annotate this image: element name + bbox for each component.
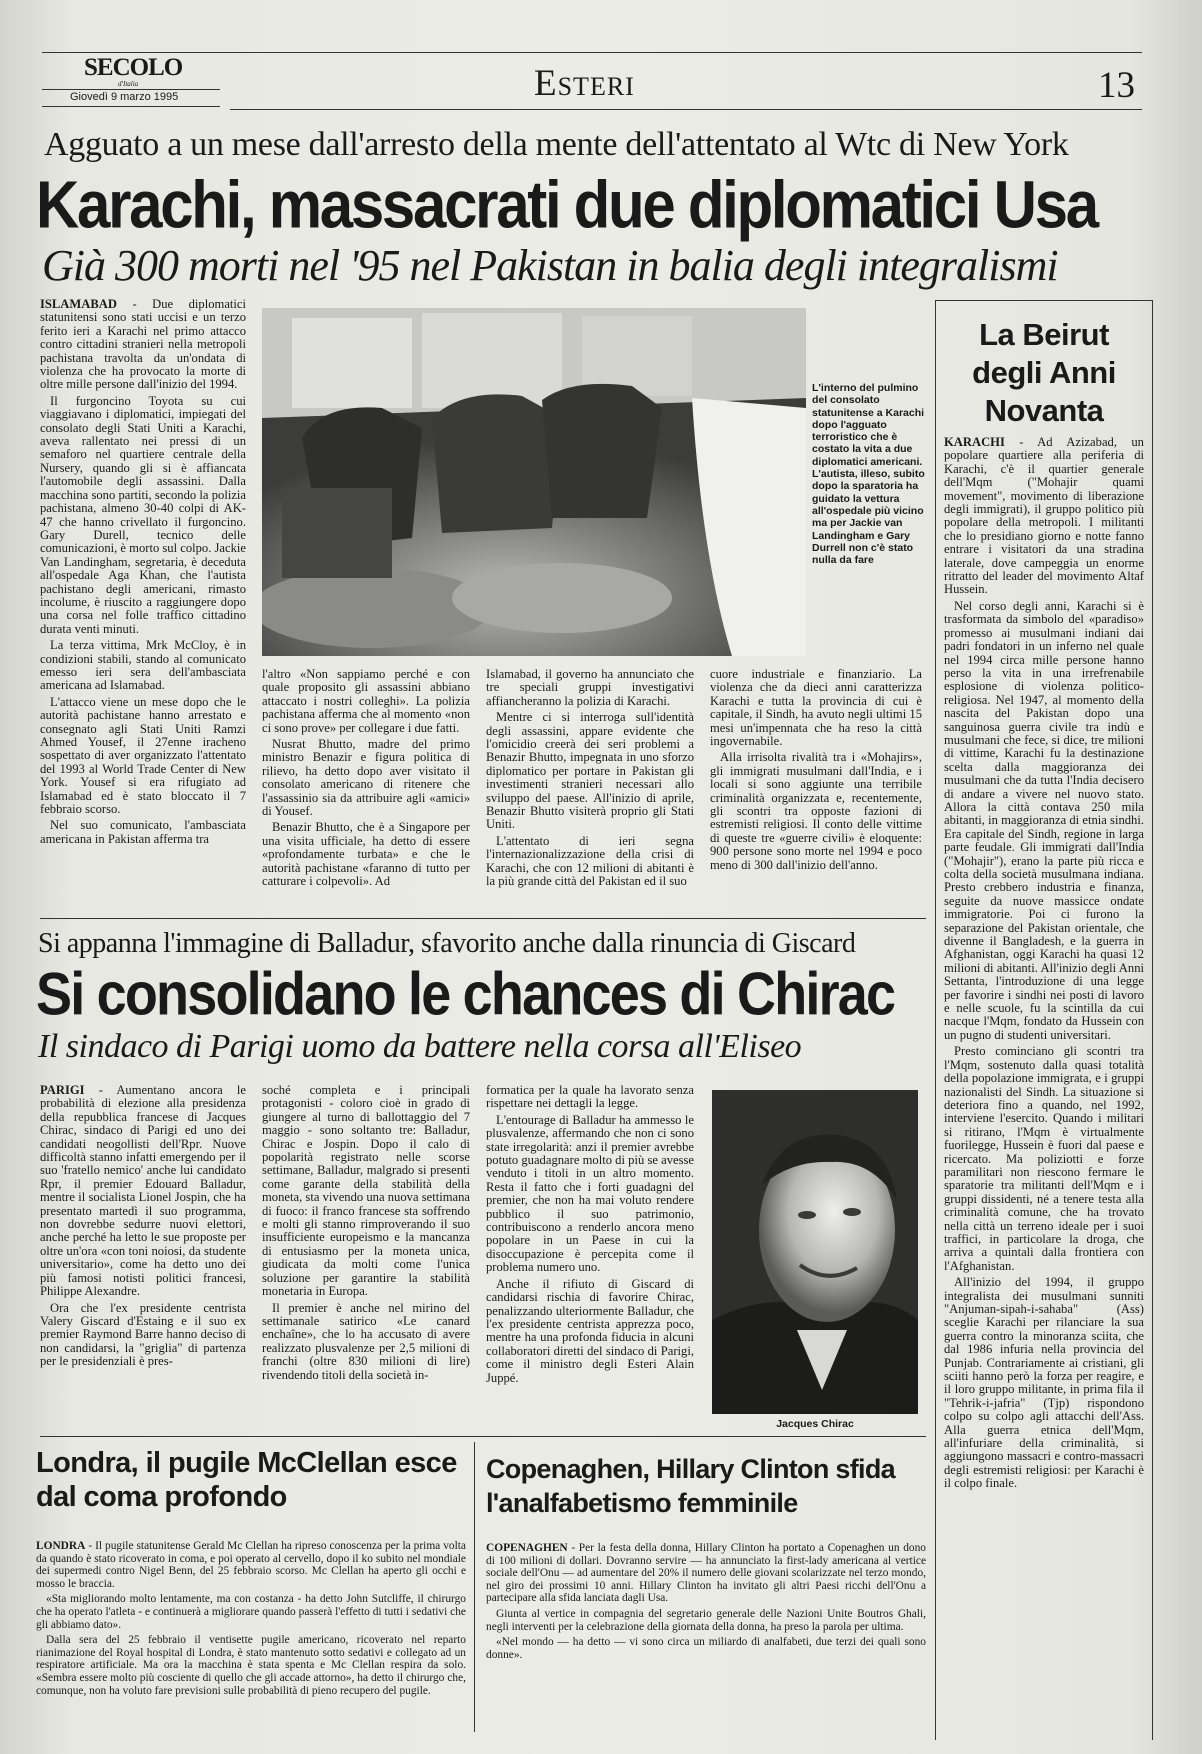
chirac-portrait-image [712,1090,918,1414]
article1-kicker: Agguato a un mese dall'arresto della mente dell'attentato al Wtc di New York [44,126,1069,163]
article4-p2: Giunta al vertice in compagnia del segretario generale delle Nazioni Unite Boutros Ghali, negli interventi per la celebrazione della giornata della donna, ha preso la parola per ultima. [486,1607,926,1633]
article2-col2-p1: soché completa e i principali protagonisti - coloro cioè in grado di giungere al turno di ballottaggio del 7 maggio - sono soltanto tre: Balladur, Chirac e Jospin. Dopo il calo di popolarità registrato nelle scorse settimane, Balladur, malgrado si presenti come garante della stabilità della moneta, sta vivendo una nuova settimana di fuoco: il franco francese sta soffrendo e molti gli stanno rimproverando il suo insufficiente europeismo e la mancanza di entusiasmo per la moneta unica, giudicata da molti come l'unica soluzione per garantire la stabilità monetaria in Europa. [262,1084,470,1299]
article3-dateline: LONDRA [36,1540,86,1552]
article2-col3-p2: L'entourage di Balladur ha ammesso le plusvalenze, affermando che non ci sono state irregolarità: anzi il premier avrebbe potuto guadagnare molto di più se avesse venduto i titoli in un altro momento. Resta il fatto che i forti guadagni del premier, che non ha mai voluto rendere pubblico il suo patrimonio, contribuiscono a renderlo ancora meno popolare in un Paese in cui la disoccupazione è percepita come il problema numero uno. [486,1112,694,1275]
article1-col4-p2: Alla irrisolta rivalità tra i «Mohajirs», gli immigrati musulmani dall'India, e i locali si sono aggiunte una terribile criminalità organizzata e, recentemente, gli scontri tra opposte fazioni di estremisti religiosi. Il conto delle vittime di queste tre «guerre civili» è eloquente: 900 persone sono morte nel 1994 e poco meno di 300 dall'inizio dell'anno. [710,750,922,872]
chirac-photo [712,1090,918,1414]
article1-col1-p1: - Due diplomatici statunitensi sono stati uccisi e un terzo ferito ieri a Karachi nel primo attacco contro cittadini stranieri nella metropoli pachistana travolta da un'ondata di violenza che ha provocato la morte di oltre mille persone dall'inizio del 1994. [40,298,246,392]
article4-p3: «Nel mondo — ha detto — vi sono circa un miliardo di analfabeti, due terzi dei quali sono donne». [486,1636,926,1661]
article1-col4-p1: cuore industriale e finanziario. La violenza che da dieci anni caratterizza Karachi e tutta la provincia di cui è capitale, il Sindh, ha avuto negli ultimi 15 mesi un'impennata che ha reso la città ingovernabile. [710,668,922,749]
article1-col3-p2: Mentre ci si interroga sull'identità degli assassini, appare evidente che l'omicidio creerà dei seri problemi a Benazir Bhutto, impegnata in uno sforzo diplomatico per portare in Pakistan gli investimenti stranieri necessari allo sviluppo del paese. All'inizio di aprile, Benazir Bhutto visiterà proprio gli Stati Uniti. [486,710,694,832]
article1-headline: Karachi, massacrati due diplomatici Usa [36,166,1097,242]
article1-column-4 [710,668,922,908]
article3-p2: «Sta migliorando molto lentamente, ma con costanza - ha detto John Sutcliffe, il chirurgo che ha operato l'atleta - e continuerà a migliorare quando passerà l'effetto di tutti i sedativi che gli abbiamo dato». [36,1593,466,1631]
article2-col1-p1: - Aumentano ancora le probabilità di elezione alla presidenza della repubblica francese di Jacques Chirac, sindaco di Parigi ed uno dei candidati neogollisti dell'Rpr. Nuove difficoltà stanno infatti emergendo per il suo 'fratello nemico' anche lui candidato Rpr, il premier Edouard Balladur, mentre il socialista Lionel Jospin, che ha presentato martedì il suo programma, non dovrebbe sedurre nuovi elettori, anche perché ha letto le sue proposte per oltre un'ora «con toni noiosi, da studente universitario», come ha detto uno dei più famosi notisti politici francesi, Philippe Alexandre. [40,1084,246,1299]
top-rule [42,52,1142,53]
sidebar-p4: All'inizio del 1994, il gruppo integralista dei musulmani sunniti "Anjuman-sipah-i-sahaba" (Ass) sceglie Karachi per rilanciare la sua guerra contro la minoranza sciita, che dal 1986 infuria nella provincia del Punjab. Contrariamente ai cristiani, gli sciiti hanno però la forza per reagire, e il loro gruppo militante, in prima fila il "Tehrik-i-jafria" (Tjp) rispondono colpo su colpo agli attacchi dell'Ass. Alla guerra etnica dell'Mqm, all'infuriare della criminalità, si aggiungono massacri e contro-massacri degli estremisti religiosi: per Karachi è il colpo finale. [944,1275,1144,1491]
article1-col3-p1: Islamabad, il governo ha annunciato che tre speciali gruppi investigativi affiancheranno la polizia di Karachi. [486,668,694,708]
article4-headline: Copenaghen, Hillary Clinton sfida l'analfabetismo femminile [486,1454,895,1518]
chirac-photo-caption: Jacques Chirac [776,1418,854,1430]
article2-col2-p2: Il premier è anche nel mirino del settimanale satirico «Le canard enchaîne», che lo ha accusato di avere realizzato plusvalenze per 2,5 milioni di franchi (oltre 830 milioni di lire) rivendendo titoli della società in- [262,1300,470,1382]
masthead-logo-sub: d'Italia [118,80,139,88]
article1-col1-p2: Il furgoncino Toyota su cui viaggiavano i diplomatici, impiegati del consolato degli Stati Uniti a Karachi, aveva rallentato nei pressi di un semaforo nel quartiere centrale della Nursery, quando gli si è affiancata l'automobile degli assassini. Dalla macchina sono partiti, secondo la polizia pachistana, almeno 30-40 colpi di AK-47 che hanno crivellato il furgoncino. Gary Durell, tecnico delle comunicazioni, è morto sul colpo. Jackie Van Landingham, segretaria, è deceduta all'ospedale Aga Khan, che l'autista pachistano degli americani, rimasto incolume, è riuscito a raggiungere dopo una corsa nel folle traffico cittadino durata venti minuti. [40,393,246,636]
sidebar-p2: Nel corso degli anni, Karachi si è trasformata da simbolo del «paradiso» promesso ai musulmani indiani dai padri fondatori in un inferno nel quale nel 1994 circa mille persone hanno perso la vita in una irrefrenabile esplosione di violenza politico-religiosa. Nel 1947, al momento della nascita del Pakistan dopo una sanguinosa guerra civile tra indù e musulmani che fece, si dice, tre milioni di vittime, Karachi fu la destinazione scelta dalla maggioranza dei musulmani che da tutta l'India decisero di andare a vivere nel nuovo stato. Allora la città contava 250 mila abitanti, in maggioranza di etnia sindhi. Era capitale del Sindh, regione in larga parte feudale. Gli immigrati dall'India ("Mohajir"), erano la parte più ricca e colta della società musulmana indiana. Presto crebbero industria e finanza, seguite da nuove massicce ondate immigratorie. Poi ci furono la separazione del Pakistan orientale, che divenne il Bangladesh, e la guerra in Afghanistan, oggi Karachi ha quasi 12 milioni di abitanti. All'inizio degli Anni Settanta, l'introduzione di una legge per favorire i sindhi nei posti di lavoro e nelle scuole, fu la scintilla da cui nacque l'Mqm, fondato da Hussein con un pugno di studenti universitari. [944,598,1144,1042]
article1-col2-p3: Benazir Bhutto, che è a Singapore per una visita ufficiale, ha detto di essere «profondamente turbata» e che le autorità pachistane «faranno di tutto per catturare i colpevoli». Ad [262,820,470,889]
sidebar-column [944,436,1144,1736]
article1-column-1 [40,298,246,910]
sidebar-rule-top [935,300,1153,301]
article2-subhead: Il sindaco di Parigi uomo da battere nella corsa all'Eliseo [38,1028,802,1065]
bottom-divider [474,1442,475,1732]
article2-kicker: Si appanna l'immagine di Balladur, sfavorito anche dalla rinuncia di Giscard [38,928,856,959]
sidebar-rule-right [1152,300,1153,1740]
article2-column-3 [486,1084,694,1430]
date-rule [42,89,220,90]
article1-dateline: ISLAMABAD [40,298,117,311]
article1-col3-p3: L'attentato di ieri segna l'internazionalizzazione della crisi di Karachi, che con 12 milioni di abitanti è la più grande città del Pakistan ed il suo [486,833,694,889]
article1-col1-p3: La terza vittima, Mrk McCloy, è in condizioni stabili, stando al comunicato emesso ieri sera dell'ambasciata americana ad Islamabad. [40,638,246,693]
article1-col1-p5: Nel suo comunicato, l'ambasciata americana in Pakistan afferma tra [40,818,246,846]
sidebar-headline: La Beirut degli Anni Novanta [972,317,1116,428]
article2-col1-p2: Ora che l'ex presidente centrista Valery Giscard d'Estaing e il suo ex premier Raymond Barre hanno deciso di non candidarsi, la "griglia" di partenza per le presidenziali è pres- [40,1300,246,1369]
article2-column-1 [40,1084,246,1430]
article2-column-2 [262,1084,470,1430]
sidebar-dateline: KARACHI [944,436,1005,449]
article2-headline: Si consolidano le chances di Chirac [36,960,895,1029]
masthead-rule [230,109,1142,110]
sidebar-p1: - Ad Azizabad, un popolare quartiere alla periferia di Karachi, c'è il quartier generale dell'Mqm ("Mohajir quami movement", movimento di liberazione degli immigrati), il gruppo politico più popolare della metropoli. I militanti che lo presidiano giorno e notte fanno entrare i visitatori da una stradina laterale, dove campeggia un enorme ritratto del leader del movimento Altaf Hussein. [944,436,1144,597]
article1-col2-p1: l'altro «Non sappiamo perché e con quale proposito gli assassini abbiano attaccato i nostri colleghi». La polizia pachistana afferma che al momento «non ci sono prove» per collegare i due fatti. [262,668,470,735]
article3-p3: Dalla sera del 25 febbraio il ventisette pugile americano, ricoverato nel reparto rianimazione del Royal hospital di Londra, è stato mantenuto sotto sedativi e collegato ad un respiratore artificiale. Ma ora la macchina è stata spenta e Mc Clellan respira da solo. «Sembra essere molto più cosciente di quello che gli accade attorno», ha detto il chirurgo che, comunque, non ha voluto fare previsioni sulle probabilità di pieno recupero del pugile. [36,1634,466,1697]
article1-col2-p2: Nusrat Bhutto, madre del primo ministro Benazir e figura politica di rilievo, ha detto dopo aver visitato il consolato americano di ritenere che l'assassinio sia da attribuire agli «amici» di Yousef. [262,737,470,819]
article2-col3-p1: formatica per la quale ha lavorato senza rispettare nei dettagli la legge. [486,1084,694,1111]
sidebar-rule-left [935,300,936,1740]
page-number: 13 [1098,65,1135,106]
article1-column-3 [486,668,694,908]
section-title: Esteri [534,63,635,104]
article2-dateline: PARIGI [40,1084,85,1097]
masthead-logo: SECOLO [84,54,183,81]
article1-col1-p4: L'attacco viene un mese dopo che le autorità pachistane hanno arrestato e consegnato agli Stati Uniti Ramzi Ahmed Yousef, il 27enne iracheno sospettato di aver organizzato l'attentato del 1993 al World Trade Center di New York. Yousef si era rifugiato ad Islamabad ed è stato bloccato il 7 febbraio scorso. [40,694,246,817]
article3-p1: - Il pugile statunitense Gerald Mc Clellan ha ripreso conoscenza per la prima volta da quando è stato ricoverato in coma, e poi operato al cervello, dopo il ko subito nel mondiale dei supermedi contro Nigel Benn, del 25 febbraio scorso. Mc Clellan ha aperto gli occhi e mosso le braccia. [36,1540,466,1590]
minibus-interior-image [262,308,806,656]
article4-dateline: COPENAGHEN [486,1542,568,1554]
article1-column-2 [262,668,470,908]
article2-col3-p3: Anche il rifiuto di Giscard di candidarsi rischia di favorire Chirac, penalizzando ulteriormente Balladur, che l'ex presidente centrista apprezza poco, mentre ha una profonda fiducia in alcuni collaboratori diretti del sindaco di Parigi, come il ministro degli Esteri Alain Juppé. [486,1276,694,1385]
article4-p1: - Per la festa della donna, Hillary Clinton ha portato a Copenaghen un dono di 100 milioni di dollari. Dovranno servire — ha annunciato la first-lady americana al vertice sociale dell'Onu — ad aumentare del 20% il numero delle giovani scolarizzate nel terzo mondo, nel giro dei prossimi 10 anni. Hillary Clinton ha invitato gli altri Paesi ricchi dell'Onu a partecipare alla sfida lanciata dagli Usa. [486,1542,926,1605]
sidebar-p3: Presto cominciano gli scontri tra l'Mqm, sostenuto dalla quasi totalità della popolazione immigrata, e i gruppi nazionalisti del Sindh. La situazione si deteriora fino a quando, nel 1992, interviene l'esercito. Quando i militari si ritirano, l'Mqm è virtualmente fuorilegge, Hussein è fuori dal paese e ricercato. Ma poliziotti e forze paramilitari non riescono fermare le sparatorie tra militanti dell'Mqm e i gruppi dissidenti, né a tenere testa alla criminalità comune, che ha trovato nella città un terreno ideale per i suoi traffici, in particolare la droga, che arriva a quintali dalla frontiera con l'Afghanistan. [944,1044,1144,1273]
masthead-date: Giovedì 9 marzo 1995 [70,91,179,103]
bottom-articles-rule [40,1436,926,1437]
article3-body [36,1540,466,1736]
date-rule-bottom [42,106,220,107]
article1-subhead: Già 300 morti nel '95 nel Pakistan in balia degli integralismi [42,241,1058,290]
article3-headline: Londra, il pugile McClellan esce dal coma profondo [36,1447,457,1513]
article1-photo-caption: L'interno del pulmino del consolato statunitense a Karachi dopo l'agguato terroristico che è costato la vita a due diplomatici americani. L'autista, illeso, subito dopo la sparatoria ha guidato la vettura all'ospedale più vicino ma per Jackie van Landingham e Gary Durrell non c'è stato nulla da fare [812,382,925,567]
article2-rule [40,918,926,919]
article4-body [486,1542,926,1736]
article1-photo [262,308,806,656]
